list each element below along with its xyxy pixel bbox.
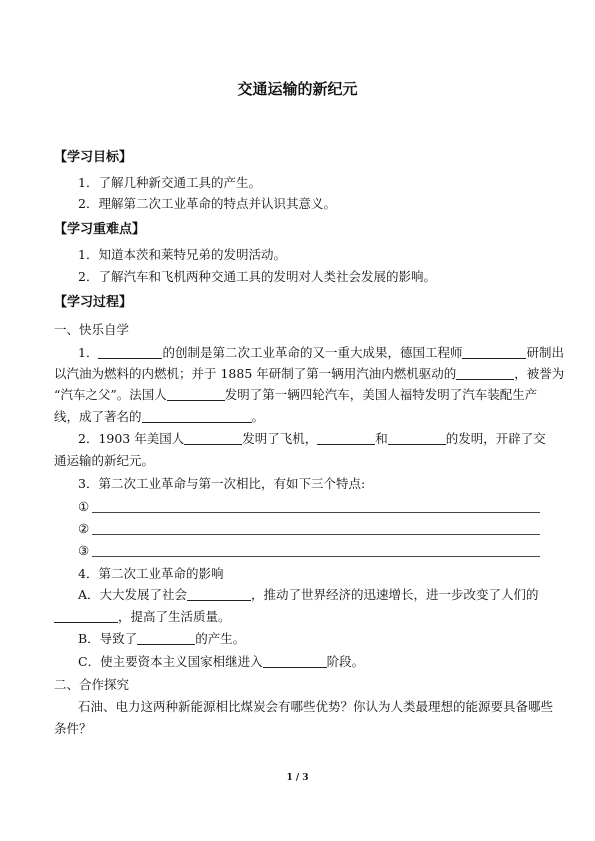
feature-marker-3: ③ (78, 543, 90, 558)
answer-line[interactable] (92, 512, 540, 513)
answer-blank[interactable] (462, 345, 526, 359)
answer-line[interactable] (92, 556, 540, 557)
page-title: 交通运输的新纪元 (237, 80, 358, 98)
keypoint-item: 2．了解汽车和飞机两种交通工具的发明对人类社会发展的影响。 (78, 269, 436, 284)
section-heading-keypoints: 【学习重难点】 (54, 222, 146, 237)
q1-line4: 线，成了著名的 。 (54, 409, 265, 424)
answer-blank[interactable] (142, 409, 252, 423)
q4-b: B．导致了 的产生。 (78, 631, 246, 646)
answer-blank[interactable] (184, 431, 242, 445)
part2-heading: 二、合作探究 (54, 677, 130, 692)
answer-line[interactable] (92, 534, 540, 535)
part2-question: 石油、电力这两种新能源相比煤炭会有哪些优势？你认为人类最理想的能源要具备哪些 (78, 699, 554, 714)
q1-line2: 以汽油为燃料的内燃机；并于 1885 年研制了第一辆用汽油内燃机驱动的 ，被誉为 (54, 366, 565, 381)
q4-a-line2: ，提高了生活质量。 (54, 609, 542, 624)
answer-blank[interactable] (263, 654, 327, 668)
answer-blank[interactable] (98, 345, 162, 359)
part2-question-cont: 条件？ (54, 721, 92, 736)
answer-blank[interactable] (317, 431, 375, 445)
q4-c: C．使主要资本主义国家相继进入 阶段。 (78, 654, 365, 669)
q2-line2: 通运输的新纪元。 (54, 453, 155, 468)
goal-item: 2．理解第二次工业革命的特点并认识其意义。 (78, 196, 336, 211)
part1-heading: 一、快乐自学 (54, 322, 130, 337)
answer-blank[interactable] (54, 609, 118, 623)
section-heading-goals: 【学习目标】 (54, 150, 133, 165)
q2-line1: 2．1903 年美国人 发明了飞机， 和 的发明，开辟了交 (78, 431, 546, 446)
q3-text: 3．第二次工业革命与第一次相比，有如下三个特点: (78, 476, 366, 491)
q4-a-line1: A．大大发展了社会 ，推动了世界经济的迅速增长，进一步改变了人们的 (78, 587, 539, 602)
q1-line3: “汽车之父”。法国人 发明了第一辆四轮汽车，美国人福特发明了汽车装配生产 (54, 387, 538, 402)
q4-heading: 4．第二次工业革命的影响 (78, 566, 224, 581)
feature-marker-1: ① (78, 499, 90, 514)
feature-marker-2: ② (78, 521, 90, 536)
section-heading-process: 【学习过程】 (54, 295, 133, 310)
answer-blank[interactable] (187, 587, 251, 601)
page-number: 1 / 3 (286, 773, 309, 783)
answer-blank[interactable] (167, 387, 225, 401)
goal-item: 1．了解几种新交通工具的产生。 (78, 175, 261, 190)
answer-blank[interactable] (137, 631, 195, 645)
keypoint-item: 1．知道本茨和莱特兄弟的发明活动。 (78, 247, 286, 262)
answer-blank[interactable] (388, 431, 446, 445)
q1-line1: 1． 的创制是第二次工业革命的又一重大成果，德国工程师 研制出 (78, 345, 564, 360)
answer-blank[interactable] (456, 366, 514, 380)
